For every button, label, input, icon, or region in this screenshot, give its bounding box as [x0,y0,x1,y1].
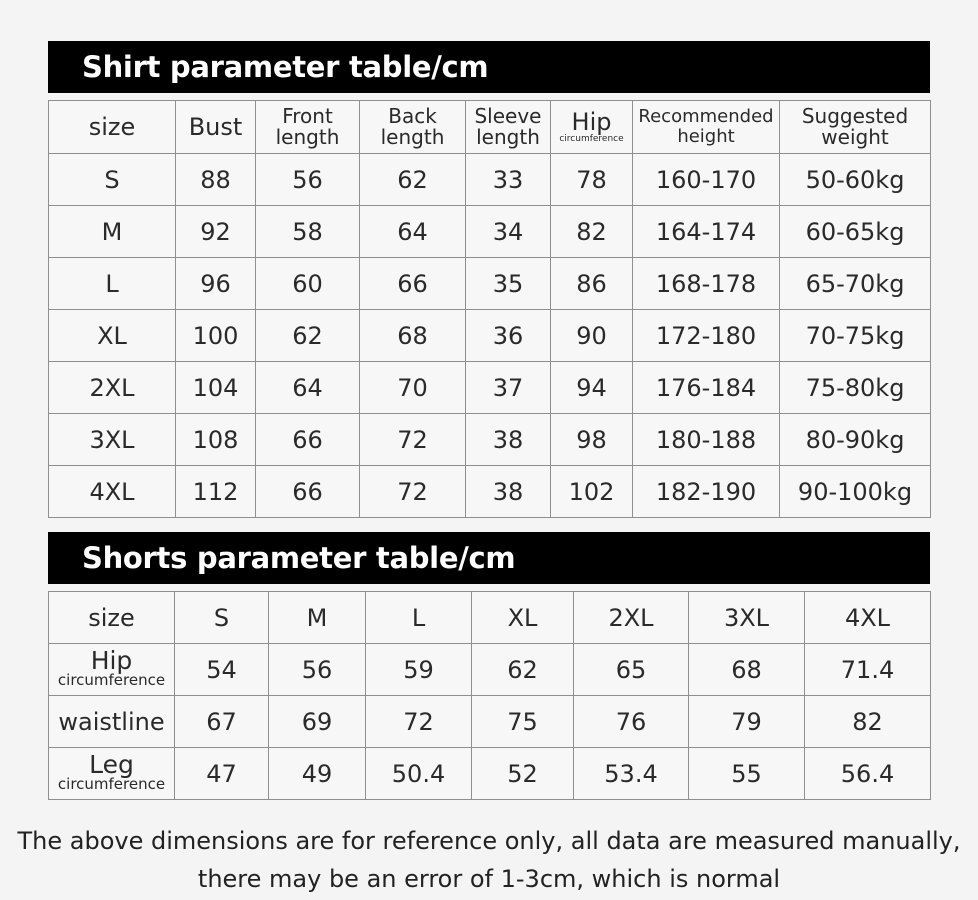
sleeve-length-cell: 38 [466,414,551,466]
height-cell: 182-190 [633,466,780,518]
value-cell: 52 [472,748,574,800]
header-recommended-height: Recommended height [633,101,780,154]
table-row [49,414,931,466]
value-cell: 67 [175,696,269,748]
header-size-m: M [269,592,366,644]
value-cell: 68 [689,644,805,696]
value-cell: 76 [574,696,689,748]
header-sleeve-length: Sleeve length [466,101,551,154]
bust-cell: 88 [176,154,256,206]
front-length-cell: 64 [256,362,360,414]
bust-cell: 104 [176,362,256,414]
value-cell: 75 [472,696,574,748]
hip-cell: 94 [551,362,633,414]
value-cell: 59 [366,644,472,696]
table-row [49,748,931,800]
weight-cell: 90-100kg [780,466,931,518]
size-cell: XL [49,310,176,362]
hip-cell: 98 [551,414,633,466]
value-cell: 72 [366,696,472,748]
front-length-cell: 66 [256,414,360,466]
table-row [49,466,931,518]
header-size-2xl: 2XL [574,592,689,644]
value-cell: 56.4 [805,748,931,800]
sleeve-length-cell: 37 [466,362,551,414]
weight-cell: 75-80kg [780,362,931,414]
header-front-length: Front length [256,101,360,154]
value-cell: 62 [472,644,574,696]
value-cell: 69 [269,696,366,748]
hip-cell: 82 [551,206,633,258]
back-length-cell: 72 [360,414,466,466]
back-length-cell: 64 [360,206,466,258]
bust-cell: 96 [176,258,256,310]
row-label-waistline: waistline [49,696,175,748]
sleeve-length-cell: 33 [466,154,551,206]
table-row [49,644,931,696]
disclaimer-line: there may be an error of 1-3cm, which is normal [197,865,781,893]
header-size: size [49,592,175,644]
shorts-header-row [49,592,931,644]
height-cell: 164-174 [633,206,780,258]
value-cell: 49 [269,748,366,800]
table-row [49,696,931,748]
measurement-disclaimer [0,822,978,898]
shorts-table-title: Shorts parameter table/cm [48,532,930,584]
size-cell: L [49,258,176,310]
height-cell: 168-178 [633,258,780,310]
back-length-cell: 62 [360,154,466,206]
height-cell: 180-188 [633,414,780,466]
value-cell: 55 [689,748,805,800]
shirt-table-title: Shirt parameter table/cm [48,41,930,93]
height-cell: 160-170 [633,154,780,206]
weight-cell: 50-60kg [780,154,931,206]
front-length-cell: 60 [256,258,360,310]
height-cell: 176-184 [633,362,780,414]
value-cell: 71.4 [805,644,931,696]
back-length-cell: 68 [360,310,466,362]
height-cell: 172-180 [633,310,780,362]
table-row [49,310,931,362]
bust-cell: 92 [176,206,256,258]
hip-cell: 102 [551,466,633,518]
hip-cell: 86 [551,258,633,310]
size-cell: 3XL [49,414,176,466]
weight-cell: 80-90kg [780,414,931,466]
weight-cell: 70-75kg [780,310,931,362]
size-cell: 2XL [49,362,176,414]
header-back-length: Back length [360,101,466,154]
back-length-cell: 66 [360,258,466,310]
back-length-cell: 72 [360,466,466,518]
value-cell: 82 [805,696,931,748]
sleeve-length-cell: 35 [466,258,551,310]
value-cell: 65 [574,644,689,696]
value-cell: 56 [269,644,366,696]
header-size-3xl: 3XL [689,592,805,644]
shorts-parameter-table [48,591,931,800]
row-label-hip-circumference: Hip circumference [49,644,175,696]
front-length-cell: 62 [256,310,360,362]
hip-cell: 78 [551,154,633,206]
hip-cell: 90 [551,310,633,362]
header-suggested-weight: Suggested weight [780,101,931,154]
size-cell: M [49,206,176,258]
value-cell: 50.4 [366,748,472,800]
bust-cell: 108 [176,414,256,466]
front-length-cell: 58 [256,206,360,258]
weight-cell: 65-70kg [780,258,931,310]
table-row [49,362,931,414]
table-row [49,154,931,206]
value-cell: 79 [689,696,805,748]
header-bust: Bust [176,101,256,154]
sleeve-length-cell: 36 [466,310,551,362]
bust-cell: 112 [176,466,256,518]
bust-cell: 100 [176,310,256,362]
header-size: size [49,101,176,154]
header-size-4xl: 4XL [805,592,931,644]
value-cell: 47 [175,748,269,800]
sleeve-length-cell: 34 [466,206,551,258]
value-cell: 54 [175,644,269,696]
front-length-cell: 56 [256,154,360,206]
header-size-xl: XL [472,592,574,644]
table-row [49,206,931,258]
weight-cell: 60-65kg [780,206,931,258]
header-size-s: S [175,592,269,644]
row-label-leg-circumference: Leg circumference [49,748,175,800]
shirt-header-row [49,101,931,154]
shirt-parameter-table [48,100,931,518]
size-cell: 4XL [49,466,176,518]
sleeve-length-cell: 38 [466,466,551,518]
header-size-l: L [366,592,472,644]
header-hip-circumference: Hip circumference [551,101,633,154]
size-cell: S [49,154,176,206]
front-length-cell: 66 [256,466,360,518]
back-length-cell: 70 [360,362,466,414]
value-cell: 53.4 [574,748,689,800]
table-row [49,258,931,310]
disclaimer-line: The above dimensions are for reference only, all data are measured manually, [17,827,961,855]
